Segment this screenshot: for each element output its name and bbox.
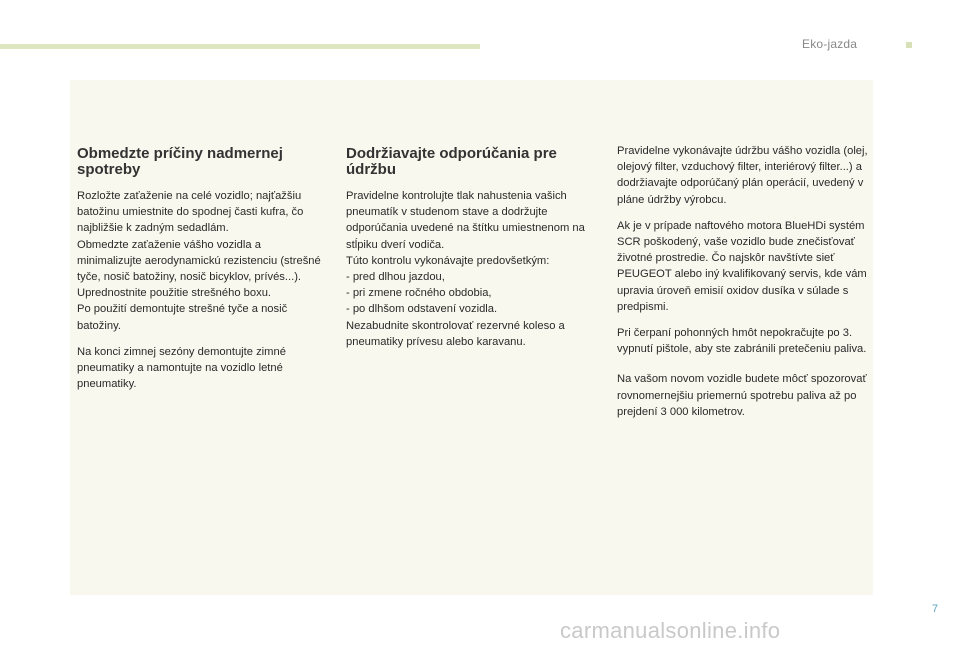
watermark-text: carmanualsonline.info [560, 618, 781, 643]
paragraph-load: Rozložte zaťaženie na celé vozidlo; najťažšiu batožinu umiestnite do spodnej časti kufra, čo najbližšie k zadným sedadlám. Obmedzte zaťaženie vášho vozidla a minimalizujte aerodynamickú rezistenciu (strešné tyče, nosič batožiny, nosič bicyklov, prívés...). Uprednostnite použitie strešného boxu. Po použití demontujte strešné tyče a nosič batožiny. [77, 190, 321, 332]
header-accent-bar [0, 44, 480, 49]
paragraph-winter-tyres: Na konci zimnej sezóny demontujte zimné pneumatiky a namontujte na vozidlo letné pneumatiky. [77, 345, 286, 391]
paragraph-bluehdi: Ak je v prípade naftového motora BlueHDi systém SCR poškodený, vaše vozidlo bude znečisťovať životné prostredie. Čo najskôr navštívte sieť PEUGEOT alebo iný kvalifikovaný servis, kde vám upravia úroveň emisií oxidov dusíka v súlade s predpismi. [617, 219, 867, 313]
paragraph-refuelling: Pri čerpaní pohonných hmôt nepokračujte po 3. vypnutí pištole, aby ste zabránili pretečeniu paliva. [617, 327, 867, 356]
paragraph-new-vehicle: Na vašom novom vozidle budete môcť spozorovať rovnomernejšiu priemernú spotrebu paliva až po prejdení 3 000 kilometrov. [617, 373, 867, 418]
column-service [617, 143, 872, 420]
heading-consumption: Obmedzte príčiny nadmernej spotreby [77, 145, 283, 178]
header-square-marker [906, 42, 912, 48]
column-maintenance [346, 146, 596, 350]
section-title: Eko-jazda [802, 37, 858, 51]
page-number: 7 [932, 603, 939, 615]
heading-maintenance: Dodržiavajte odporúčania pre údržbu [346, 145, 557, 178]
paragraph-tyre-pressure: Pravidelne kontrolujte tlak nahustenia vašich pneumatík v studenom stave a dodržujte odporúčania uvedené na štítku umiestnenom na stĺpiku dverí vodiča. Túto kontrolu vykonávajte predovšetkým: - pred dlhou jazdou, - pri zmene ročného obdobia, - po dlhšom odstavení vozidla. Nezabudnite skontrolovať rezervné koleso a pneumatiky prívesu alebo karavanu. [346, 190, 585, 348]
column-consumption [77, 146, 327, 392]
paragraph-service-plan: Pravidelne vykonávajte údržbu vášho vozidla (olej, olejový filter, vzduchový filter, interiérový filter...) a dodržiavajte odporúčaný plán operácií, uvedený v pláne údržby výrobcu. [617, 145, 868, 206]
